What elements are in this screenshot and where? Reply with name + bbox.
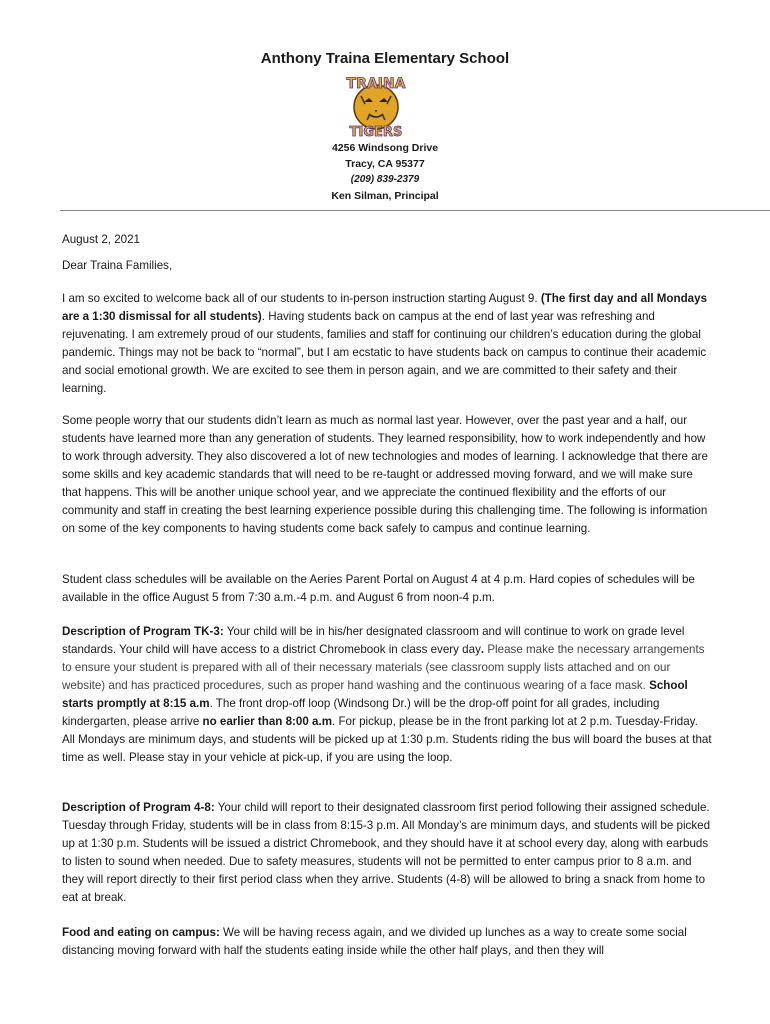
p4-text-b: . (480, 643, 488, 656)
p1-text-a: I am so excited to welcome back all of our students to in-person instruction starting August 9. (62, 292, 541, 305)
p3-text: Student class schedules will be available on the Aeries Parent Portal on August 4 at 4 p.m. Hard copies of schedules will be available in the office August 5 from 7:30 a.m.-4 p.m. and August 6 from noon-4 p.m. (62, 573, 695, 604)
p5-heading: Description of Program 4-8: (62, 801, 215, 814)
logo-bottom-text: TIGERS (349, 125, 403, 140)
phone-number: (209) 839-2379 (350, 174, 420, 185)
address-line-2: Tracy, CA 95377 (345, 158, 425, 170)
p4-heading: Description of Program TK-3: (62, 625, 224, 638)
p6-heading: Food and eating on campus: (62, 926, 220, 939)
p2-text: Some people worry that our students didn’t learn as much as normal last year. However, over the past year and a half, our students have learned more than any generation of students. They learned responsibility, how to work independently and how to work through adversity. They also discovered a lot of new technologies and modes of learning. I acknowledge that there are some skills and key academic standards that will need to be re-taught or addressed moving forward, and we will make sure that happens. This will be another unique school year, and we appreciate the continued flexibility and the efforts of our community and staff in creating the best learning experience possible during this challenging time. The following is information on some of the key components to having students come back safely to campus and continue learning. (62, 414, 708, 535)
p4-arrival-time: no earlier than 8:00 a.m (202, 715, 333, 728)
salutation: Dear Traina Families, (62, 259, 173, 272)
paragraph-program-4-8 (62, 799, 712, 907)
principal-name: Ken Silman, Principal (331, 190, 439, 202)
p4-text-c: Please make the necessary arrangements to ensure your student is prepared with all of their necessary materials (see classroom supply lists attached and on our website) and has practiced procedures, such as proper hand washing and the continuous wearing of a face mask. (62, 643, 705, 692)
p4-text-g: . For pickup, please be in the front parking lot at 2 p.m. Tuesday-Friday. All Mondays are minimum days, and students will be picked up at 1:30 p.m. Students riding the bus will board the buses at that time as well. Please stay in your vehicle at pick-up, if you are using the loop. (62, 715, 712, 764)
p6-text: We will be having recess again, and we divided up lunches as a way to create some social distancing moving forward with half the students eating inside while the other half plays, and then they will (62, 926, 687, 957)
paragraph-learning (62, 412, 712, 538)
letter-date: August 2, 2021 (62, 233, 140, 246)
p1-dismissal-note: (The first day and all Mondays are a 1:30 dismissal for all students) (62, 292, 708, 323)
p4-text-e: . The front drop-off loop (Windsong Dr.) will be the drop-off point for all grades, including kindergarten, please arrive (62, 697, 660, 728)
paragraph-welcome (62, 290, 712, 398)
p4-text-a: Your child will be in his/her designated classroom and will continue to work on grade level standards. Your child will have access to a district Chromebook in class every day (62, 625, 685, 656)
header-divider (60, 210, 770, 211)
paragraph-program-tk3 (62, 623, 712, 767)
p5-text: Your child will report to their designated classroom first period following their assigned schedule. Tuesday through Friday, students will be in class from 8:15-3 p.m. All Monday’s are minimum days, and students will be picked up at 1:30 p.m. Students will be issued a district Chromebook, and they should have it at school every day, along with earbuds to listen to sound when needed. Due to safety measures, students will not be permitted to enter campus prior to 8 a.m. and they will report directly to their first period class when they arrive. Students (4-8) will be allowed to bring a snack from home to eat at break. (62, 801, 711, 904)
tiger-logo (331, 72, 421, 140)
school-name: Anthony Traina Elementary School (260, 50, 510, 67)
p4-start-time: School starts promptly at 8:15 a.m (62, 679, 688, 710)
logo-top-text: TRAINA (346, 76, 406, 92)
p1-text-c: . Having students back on campus at the end of last year was refreshing and rejuvenating. I am extremely proud of our students, families and staff for continuing our children’s education during the global pandemic. Things may not be back to “normal”, but I am ecstatic to have students back on campus to continue their academic and social emotional growth. We are excited to see them in person again, and we are committed to their safety and their learning. (62, 310, 707, 395)
paragraph-food (62, 924, 712, 960)
paragraph-schedules (62, 571, 712, 607)
address-line-1: 4256 Windsong Drive (331, 142, 439, 154)
